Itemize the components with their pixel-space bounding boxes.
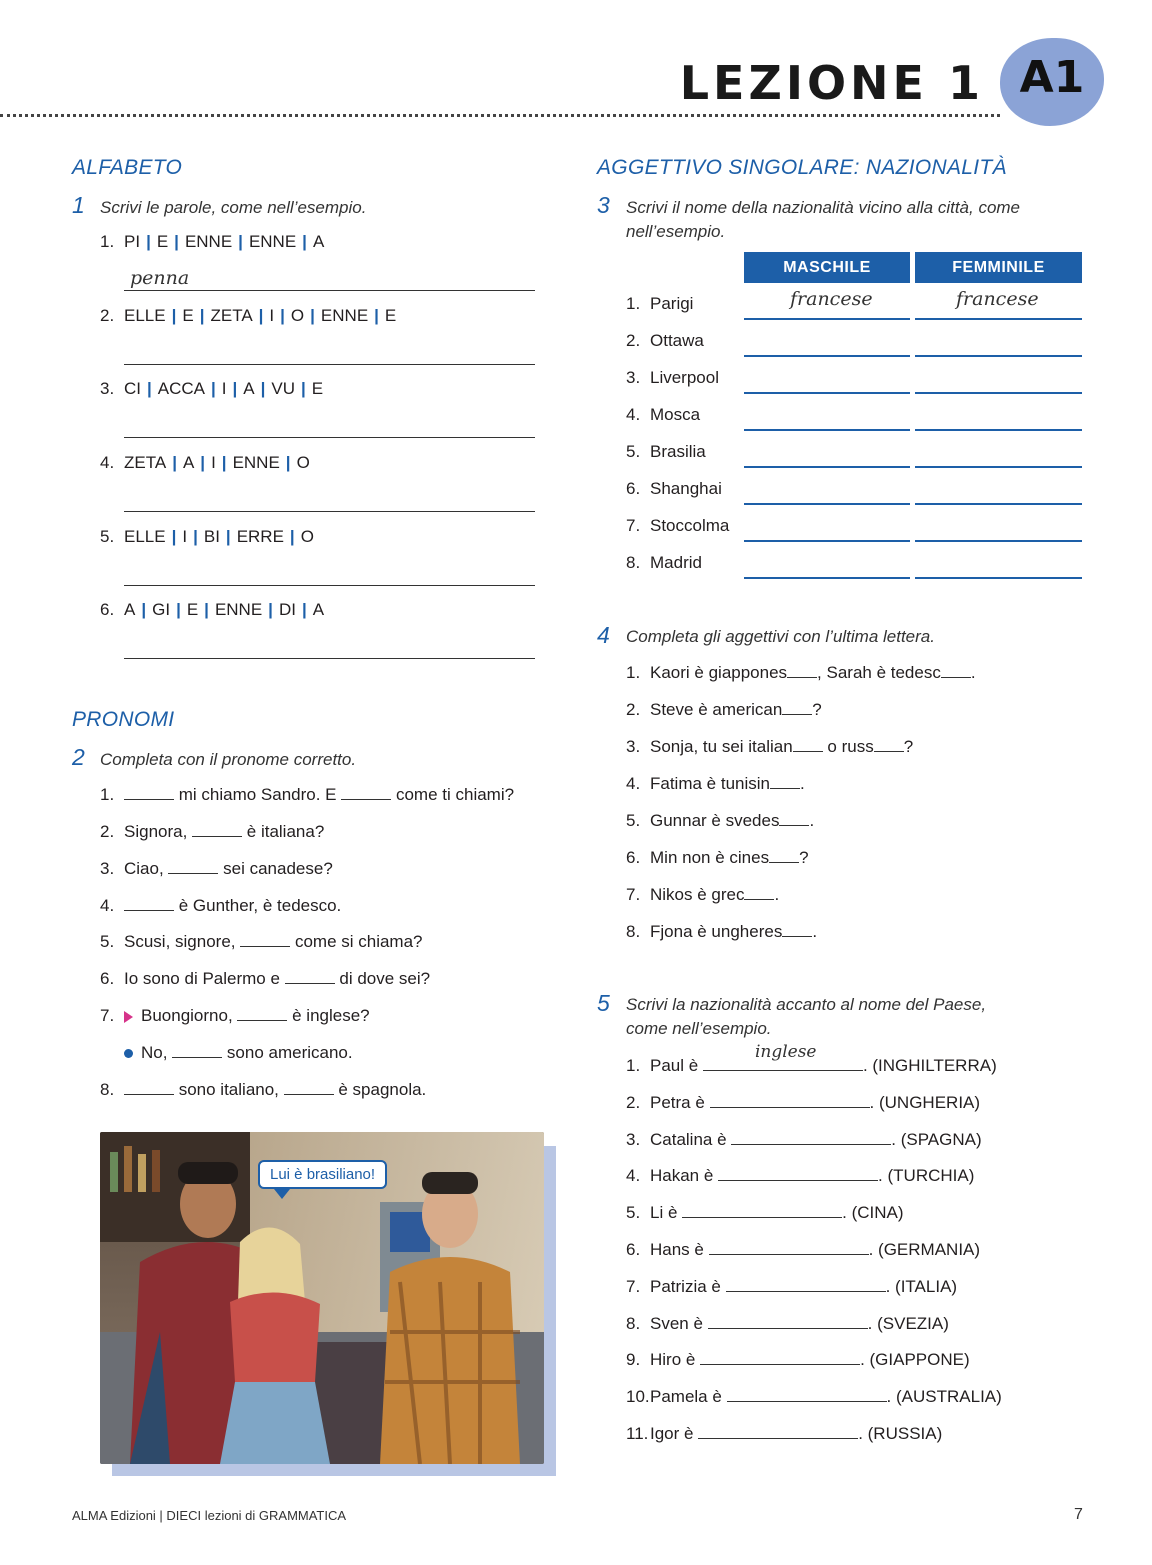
item-text: Buongiorno, <box>141 1006 238 1025</box>
pronoun-blank[interactable] <box>192 822 242 837</box>
item-text: sono americano. <box>222 1043 353 1062</box>
city-row <box>626 294 693 314</box>
item-text: come si chiama? <box>290 932 423 951</box>
letter-separator: | <box>200 453 206 472</box>
country-name: . (TURCHIA) <box>878 1166 975 1186</box>
city-row <box>626 442 706 462</box>
person-name: Petra è <box>650 1092 710 1112</box>
country-name: . (RUSSIA) <box>858 1424 943 1443</box>
person-name: Paul è <box>650 1056 703 1075</box>
lesson-title: LEZIONE 1 <box>679 56 984 110</box>
adjective-item <box>626 774 805 794</box>
item-text: Ciao, <box>124 859 169 878</box>
country-item <box>626 1240 980 1260</box>
pronomi-item <box>100 859 333 879</box>
letter-blank[interactable] <box>770 774 800 789</box>
item-number: 4. <box>626 1166 641 1186</box>
letter-separator: | <box>146 232 151 251</box>
letter-name: ENNE <box>184 232 233 251</box>
letter-blank[interactable] <box>941 663 971 678</box>
item-text: . <box>970 663 976 682</box>
letter-name: I <box>211 453 216 472</box>
nationality-blank[interactable] <box>709 1240 869 1255</box>
femminile-answer-line[interactable] <box>915 540 1082 542</box>
country-item <box>626 1130 982 1150</box>
country-name: . (AUSTRALIA) <box>886 1387 1002 1407</box>
item-number: 4. <box>100 453 115 472</box>
letter-separator: | <box>268 600 273 619</box>
person-name: Catalina è <box>650 1129 732 1149</box>
alfabeto-item <box>100 306 396 326</box>
femminile-answer-line[interactable] <box>915 429 1082 431</box>
city-name: Brasilia <box>650 442 706 461</box>
exercise-number-4: 4 <box>597 622 610 648</box>
item-text: Scusi, signore, <box>124 932 241 951</box>
letter-name: A <box>124 600 136 619</box>
pronoun-blank[interactable] <box>240 932 290 947</box>
letter-name: VU <box>271 379 295 398</box>
speech-bubble: Lui è brasiliano! <box>258 1160 387 1189</box>
header-dotted-rule <box>0 114 1000 117</box>
letter-separator: | <box>171 306 177 325</box>
item-text: ? <box>799 848 809 867</box>
speaker-b-marker <box>124 1049 133 1058</box>
letter-separator: | <box>174 232 179 251</box>
speech-bubble-tail <box>274 1189 290 1199</box>
femminile-answer-line[interactable] <box>915 503 1082 505</box>
exercise-instruction-3a: Scrivi il nome della nazionalità vicino alla città, come <box>626 198 1021 217</box>
country-item <box>626 1166 974 1186</box>
person-name: Pamela è <box>650 1387 727 1407</box>
pronoun-blank[interactable] <box>168 859 218 874</box>
exercise-number-2: 2 <box>72 744 85 770</box>
letter-blank[interactable] <box>787 663 817 678</box>
item-text: di dove sei? <box>334 969 431 988</box>
country-name: . (INGHILTERRA) <box>862 1056 997 1075</box>
item-text: o russ <box>822 737 874 756</box>
letter-blank[interactable] <box>793 737 823 752</box>
city-row <box>626 331 704 351</box>
item-number: 5. <box>626 442 641 461</box>
city-name: Liverpool <box>650 368 719 387</box>
letter-separator: | <box>225 527 231 546</box>
letter-name: E <box>384 306 397 325</box>
maschile-answer-line[interactable] <box>744 466 910 468</box>
country-name: . (GIAPPONE) <box>860 1350 970 1370</box>
letter-separator: | <box>211 379 216 398</box>
femminile-answer-line[interactable] <box>915 577 1082 579</box>
handwritten-answer: inglese <box>754 1042 817 1062</box>
city-name: Shanghai <box>650 479 722 498</box>
city-row <box>626 553 702 573</box>
letter-name: ZETA <box>210 306 253 325</box>
page-number: 7 <box>1074 1506 1083 1523</box>
nationality-blank[interactable] <box>710 1093 870 1108</box>
letter-blank[interactable] <box>782 700 812 715</box>
item-number: 2. <box>100 306 115 325</box>
exercise-instruction-5a: Scrivi la nazionalità accanto al nome del Paese, <box>626 995 987 1014</box>
femminile-answer-line[interactable] <box>915 392 1082 394</box>
exercise-number-1: 1 <box>72 192 85 218</box>
country-name: . (ITALIA) <box>885 1276 958 1296</box>
letter-name: ELLE <box>124 306 166 325</box>
femminile-answer-line[interactable] <box>915 355 1082 357</box>
item-text: Fjona è ungheres <box>650 922 783 941</box>
item-number: 11. <box>626 1424 649 1443</box>
exercise-instruction-1: Scrivi le parole, come nell’esempio. <box>100 198 367 217</box>
item-number: 2. <box>626 331 641 350</box>
adjective-item <box>626 811 814 831</box>
person-name: Hiro è <box>650 1350 701 1370</box>
adjective-item <box>626 737 913 757</box>
item-text: mi chiamo Sandro. E <box>174 785 342 804</box>
pronoun-blank[interactable] <box>341 785 391 800</box>
pronoun-blank[interactable] <box>124 1080 174 1095</box>
item-number: 5. <box>100 527 115 546</box>
item-text: Fatima è tunisin <box>650 774 770 793</box>
letter-name: A <box>312 600 325 619</box>
alfabeto-item <box>100 527 314 547</box>
handwritten-maschile: francese <box>790 288 873 310</box>
item-number: 3. <box>626 1129 641 1149</box>
person-name: Li è <box>650 1203 683 1223</box>
pronomi-item <box>100 822 324 842</box>
exercise-instruction-5b: come nell’esempio. <box>626 1019 772 1038</box>
exercise-instruction-3b: nell’esempio. <box>626 222 726 241</box>
adjective-item <box>626 885 779 905</box>
answer-line[interactable] <box>124 290 535 291</box>
country-item <box>626 1277 957 1297</box>
letter-separator: | <box>238 232 243 251</box>
item-number: 4. <box>626 405 641 424</box>
letter-separator: | <box>176 600 181 619</box>
country-name: . (CINA) <box>842 1203 904 1223</box>
letter-name: A <box>243 379 255 398</box>
item-text: Gunnar è svedes <box>650 811 780 830</box>
item-text: sei canadese? <box>218 859 333 878</box>
letter-separator: | <box>301 379 306 398</box>
country-name: . (SPAGNA) <box>891 1129 982 1149</box>
letter-name: ZETA <box>124 453 167 472</box>
letter-name: ACCA <box>157 379 205 398</box>
nationality-blank[interactable] <box>726 1277 886 1292</box>
letter-blank[interactable] <box>874 737 904 752</box>
item-number: 7. <box>626 516 641 535</box>
item-text: Sonja, tu sei italian <box>650 737 793 756</box>
item-text: . <box>800 774 805 793</box>
pronomi-item <box>100 1080 426 1100</box>
nationality-blank[interactable] <box>703 1042 863 1071</box>
item-text: come ti chiami? <box>391 785 515 804</box>
item-text: . <box>774 885 780 904</box>
adjective-item <box>626 848 809 868</box>
letter-name: ERRE <box>236 527 284 546</box>
handwritten-femminile: francese <box>956 288 1039 310</box>
alfabeto-item <box>100 379 323 399</box>
nationality-blank[interactable] <box>708 1314 868 1329</box>
item-text: è inglese? <box>287 1006 370 1025</box>
pronoun-blank[interactable] <box>284 1080 334 1095</box>
exercise-number-3: 3 <box>597 192 610 218</box>
item-number: 5. <box>626 1203 641 1223</box>
maschile-answer-line[interactable] <box>744 318 910 320</box>
letter-name: CI <box>124 379 141 398</box>
item-number: 4. <box>100 896 115 915</box>
adjective-item <box>626 922 817 942</box>
item-text: . <box>812 922 818 941</box>
letter-blank[interactable] <box>744 885 774 900</box>
pronoun-blank[interactable] <box>237 1006 287 1021</box>
answer-line[interactable] <box>124 585 535 586</box>
alfabeto-item <box>100 453 310 473</box>
handwritten-answer: penna <box>130 267 190 289</box>
section-title-alfabeto: ALFABETO <box>72 156 183 179</box>
letter-name: I <box>221 379 227 398</box>
letter-blank[interactable] <box>779 811 809 826</box>
city-name: Stoccolma <box>650 516 730 535</box>
nationality-blank[interactable] <box>727 1387 887 1402</box>
country-item <box>626 1203 904 1223</box>
item-number: 2. <box>626 700 641 719</box>
footer-text: ALMA Edizioni | DIECI lezioni di GRAMMATICA <box>72 1508 347 1523</box>
item-number: 7. <box>626 1276 641 1296</box>
letter-separator: | <box>258 306 264 325</box>
person-name: Sven è <box>650 1313 708 1333</box>
item-number: 2. <box>626 1092 641 1112</box>
country-item <box>626 1042 997 1076</box>
item-number: 7. <box>626 885 641 904</box>
city-name: Madrid <box>650 553 702 572</box>
letter-name: PI <box>124 232 141 251</box>
item-number: 1. <box>626 294 641 313</box>
item-text: è spagnola. <box>333 1080 427 1099</box>
item-text: Min non è cines <box>650 848 770 867</box>
section-title-pronomi: PRONOMI <box>72 708 175 731</box>
adjective-item <box>626 663 976 683</box>
item-number: 6. <box>626 479 641 498</box>
item-text: è italiana? <box>242 822 325 841</box>
alfabeto-item <box>100 232 324 252</box>
letter-name: DI <box>278 600 296 619</box>
pronomi-item <box>100 1043 353 1063</box>
letter-separator: | <box>260 379 266 398</box>
item-text: Kaori è giappones <box>650 663 788 682</box>
letter-separator: | <box>171 527 177 546</box>
exercise-instruction-2: Completa con il pronome corretto. <box>100 750 357 769</box>
nationality-blank[interactable] <box>718 1166 878 1181</box>
letter-separator: | <box>302 232 307 251</box>
pronomi-item <box>100 896 341 916</box>
person-name: Patrizia è <box>650 1276 726 1296</box>
item-text: sono italiano, <box>174 1080 284 1099</box>
letter-separator: | <box>285 453 291 472</box>
letter-name: ENNE <box>320 306 369 325</box>
item-text: ? <box>903 737 914 756</box>
item-number: 1. <box>100 785 115 804</box>
answer-line[interactable] <box>124 511 535 512</box>
column-header-maschile: MASCHILE <box>744 252 910 283</box>
letter-name: A <box>182 453 195 472</box>
exercise-instruction-4: Completa gli aggettivi con l’ultima lettera. <box>626 627 935 646</box>
item-text: Nikos è grec <box>650 885 745 904</box>
item-number: 8. <box>626 1313 641 1333</box>
item-number: 6. <box>626 1240 641 1259</box>
letter-blank[interactable] <box>769 848 799 863</box>
pronomi-item <box>100 785 514 805</box>
letter-name: GI <box>152 600 171 619</box>
item-number: 3. <box>100 859 115 878</box>
femminile-answer-line[interactable] <box>915 318 1082 320</box>
country-item <box>626 1424 942 1444</box>
item-text: ? <box>812 700 822 719</box>
item-number: 5. <box>100 932 115 951</box>
item-text: , Sarah è tedesc <box>817 663 941 682</box>
maschile-answer-line[interactable] <box>744 540 910 542</box>
item-number: 5. <box>626 811 641 830</box>
country-item <box>626 1314 949 1334</box>
city-name: Mosca <box>650 405 701 424</box>
letter-separator: | <box>289 527 295 546</box>
letter-separator: | <box>199 306 205 325</box>
city-name: Parigi <box>650 294 694 313</box>
letter-separator: | <box>374 306 379 325</box>
item-number: 8. <box>626 922 641 941</box>
maschile-answer-line[interactable] <box>744 577 910 579</box>
answer-line[interactable] <box>124 364 535 365</box>
item-number: 3. <box>100 379 115 398</box>
item-number: 4. <box>626 774 641 793</box>
item-number: 3. <box>626 368 641 387</box>
item-text: Signora, <box>124 822 193 841</box>
level-badge: A1 <box>1019 52 1085 103</box>
letter-separator: | <box>232 379 238 398</box>
adjective-item <box>626 700 822 720</box>
country-item <box>626 1350 970 1370</box>
city-row <box>626 516 729 536</box>
letter-name: I <box>269 306 275 325</box>
femminile-answer-line[interactable] <box>915 466 1082 468</box>
pronomi-item <box>100 969 430 989</box>
nationality-blank[interactable] <box>700 1350 860 1365</box>
letter-name: E <box>182 306 194 325</box>
country-name: . (SVEZIA) <box>867 1313 949 1333</box>
person-name: Igor è <box>650 1424 699 1443</box>
maschile-answer-line[interactable] <box>744 503 910 505</box>
letter-separator: | <box>301 600 307 619</box>
city-name: Ottawa <box>650 331 704 350</box>
country-item <box>626 1387 1002 1407</box>
nationality-blank[interactable] <box>682 1203 842 1218</box>
maschile-answer-line[interactable] <box>744 355 910 357</box>
pronomi-item <box>100 932 423 952</box>
letter-separator: | <box>172 453 177 472</box>
answer-line[interactable] <box>124 437 535 438</box>
person-name: Hakan è <box>650 1166 719 1186</box>
letter-separator: | <box>280 306 285 325</box>
letter-name: E <box>311 379 324 398</box>
item-number: 6. <box>100 600 115 619</box>
letter-name: ELLE <box>124 527 166 546</box>
letter-name: ENNE <box>248 232 297 251</box>
letter-name: E <box>156 232 169 251</box>
letter-name: O <box>300 527 314 546</box>
item-number: 10. <box>626 1387 650 1407</box>
letter-name: E <box>186 600 199 619</box>
letter-name: ENNE <box>214 600 263 619</box>
answer-line[interactable] <box>124 658 535 659</box>
item-number: 1. <box>100 232 115 251</box>
city-row <box>626 405 700 425</box>
item-number: 3. <box>626 737 641 756</box>
item-number: 7. <box>100 1006 115 1025</box>
letter-name: O <box>290 306 305 325</box>
letter-separator: | <box>193 527 198 546</box>
letter-separator: | <box>310 306 315 325</box>
item-number: 6. <box>100 969 115 988</box>
letter-blank[interactable] <box>782 922 812 937</box>
pronoun-blank[interactable] <box>285 969 335 984</box>
exercise-number-5: 5 <box>597 990 610 1016</box>
item-text: è Gunther, è tedesco. <box>174 896 342 915</box>
pronoun-blank[interactable] <box>124 896 174 911</box>
letter-name: O <box>296 453 310 472</box>
item-text: Io sono di Palermo e <box>124 969 285 988</box>
country-name: . (UNGHERIA) <box>869 1092 981 1112</box>
letter-separator: | <box>147 379 152 398</box>
letter-name: I <box>182 527 188 546</box>
alfabeto-item <box>100 600 324 620</box>
pronoun-blank[interactable] <box>124 785 174 800</box>
maschile-answer-line[interactable] <box>744 392 910 394</box>
person-name: Hans è <box>650 1240 709 1259</box>
letter-name: A <box>312 232 325 251</box>
nationality-blank[interactable] <box>731 1130 891 1145</box>
item-number: 8. <box>626 553 641 572</box>
item-number: 8. <box>100 1080 115 1099</box>
city-row <box>626 368 719 388</box>
maschile-answer-line[interactable] <box>744 429 910 431</box>
item-number: 2. <box>100 822 115 841</box>
country-item <box>626 1093 980 1113</box>
pronomi-item <box>100 1006 370 1026</box>
item-number: 6. <box>626 848 641 867</box>
item-text: No, <box>141 1043 173 1062</box>
letter-name: BI <box>203 527 220 546</box>
item-text: Steve è american <box>650 700 783 719</box>
item-number: 1. <box>626 1056 641 1075</box>
pronoun-blank[interactable] <box>172 1043 222 1058</box>
item-number: 1. <box>626 663 641 682</box>
speaker-a-marker <box>124 1011 133 1023</box>
city-row <box>626 479 722 499</box>
letter-separator: | <box>141 600 147 619</box>
item-text: . <box>809 811 815 830</box>
nationality-blank[interactable] <box>698 1424 858 1439</box>
section-title-aggettivo: AGGETTIVO SINGOLARE: NAZIONALITÀ <box>597 156 1007 179</box>
letter-separator: | <box>204 600 209 619</box>
column-header-femminile: FEMMINILE <box>915 252 1082 283</box>
letter-separator: | <box>221 453 227 472</box>
letter-name: ENNE <box>232 453 280 472</box>
country-name: . (GERMANIA) <box>868 1240 981 1259</box>
item-number: 9. <box>626 1350 641 1370</box>
